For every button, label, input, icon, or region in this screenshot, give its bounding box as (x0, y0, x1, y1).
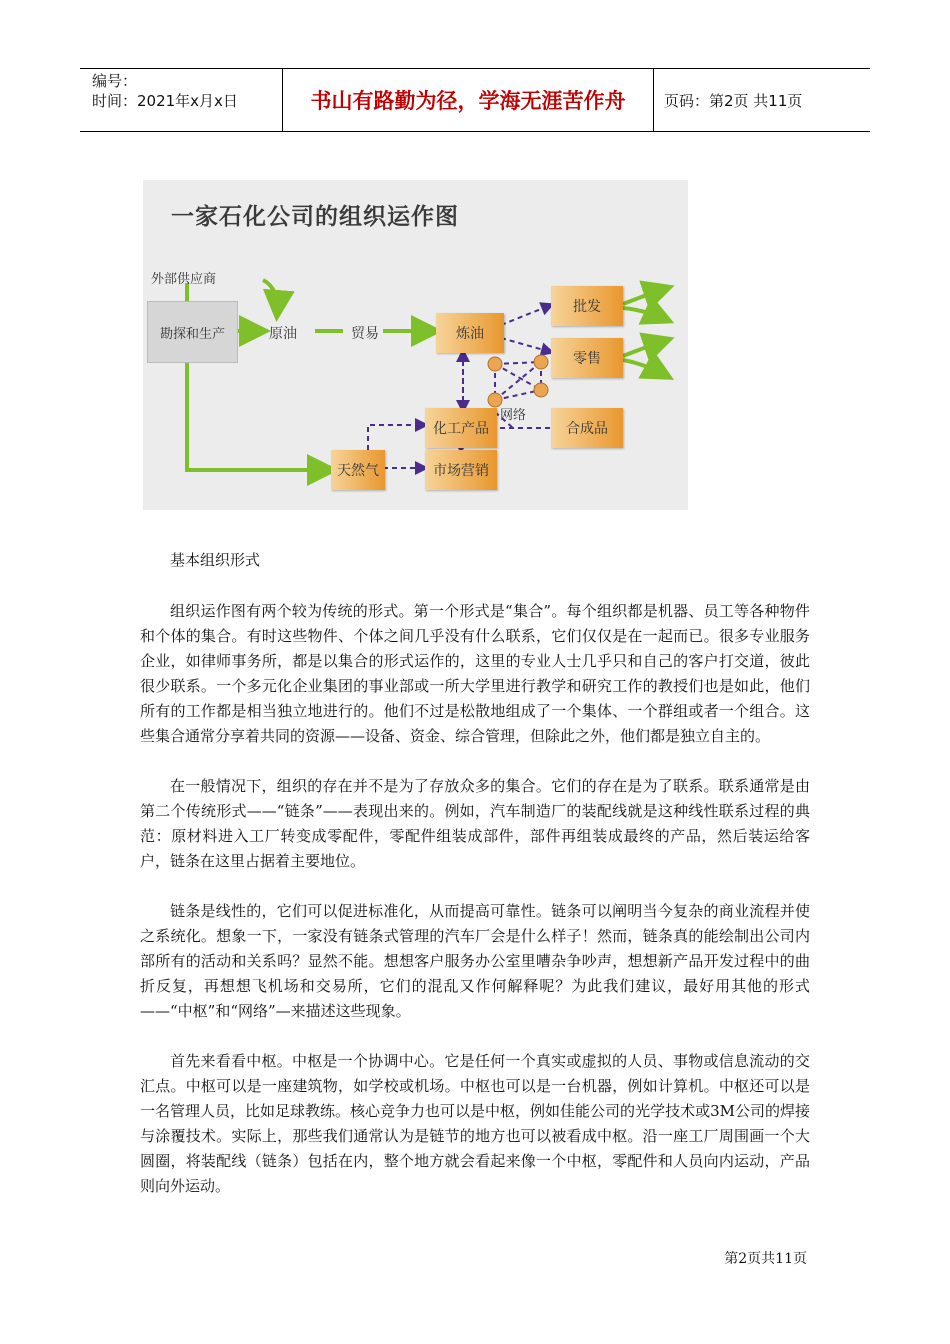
org-chart-figure (143, 180, 688, 510)
net-1 (495, 364, 541, 390)
supplier-label: 外部供应商 (151, 272, 217, 287)
supplier-arrow (263, 280, 277, 314)
document-number-label: 编号： (92, 72, 138, 90)
wholesale-out-1 (623, 288, 667, 304)
page-header (80, 68, 870, 132)
crude-label: 原油 (269, 326, 297, 342)
network-node (534, 355, 548, 369)
net-6 (495, 362, 541, 400)
exploration-box: 勘探和生产 (147, 301, 238, 363)
network-node (534, 383, 548, 397)
paragraph-1: 组织运作图有两个较为传统的形式。第一个形式是“集合”。每个组织都是机器、员工等各种物件和个体的集合。有时这些物件、个体之间几乎没有什么联系，它们仅仅是在一起而已。很多专业服务企业，如律师事务所，都是以集合的形式运作的，这里的专业人士几乎只和自己的客户打交道，彼此很少联系。一个多元化企业集团的事业部或一所大学里进行教学和研究工作的教授们也是如此，他们所有的工作都是相当独立地进行的。他们不过是松散地组成了一个集体、一个群组或者一个组合。这些集合通常分享着共同的资源——设备、资金、综合管理，但除此之外，他们都是独立自主的。 (140, 602, 810, 745)
gas-box: 天然气 (331, 450, 385, 490)
synthetics-box: 合成品 (551, 408, 623, 448)
chemicals-box: 化工产品 (425, 408, 497, 448)
refining-to-retail (501, 338, 551, 352)
retail-out-2 (623, 360, 667, 376)
refining-to-wholesale (501, 305, 551, 325)
header-motto: 书山有路勤为径，学海无涯苦作舟 (282, 69, 654, 131)
retail-out-1 (623, 340, 667, 356)
paragraph-3: 链条是线性的，它们可以促进标准化，从而提高可靠性。链条可以阐明当今复杂的商业流程并使之系统化。想象一下，一家没有链条式管理的汽车厂会是什么样子！然而，链条真的能绘制出公司内部所有的活动和关系吗？显然不能。想想客户服务办公室里嘈杂争吵声，想想新产品开发过程中的曲折反复，再想想飞机场和交易所，它们的混乱又作何解释呢？为此我们建议，最好用其他的形式——“中枢”和“网络”—来描述这些现象。 (140, 902, 810, 1020)
paragraph-2: 在一般情况下，组织的存在并不是为了存放众多的集合。它们的存在是为了联系。联系通常是由第二个传统形式——“链条”——表现出来的。例如，汽车制造厂的装配线就是这种线性联系过程的典范：原材料进入工厂转变成零配件，零配件组装成部件，部件再组装成最终的产品，然后装运给客户，链条在这里占据着主要地位。 (140, 777, 810, 870)
retail-box: 零售 (551, 338, 623, 378)
header-page-label: 页码：第2页 共11页 (664, 91, 803, 110)
wholesale-box: 批发 (551, 286, 623, 326)
refining-box: 炼油 (436, 313, 504, 353)
gas-to-chemicals (368, 425, 425, 450)
document-body (140, 548, 810, 1224)
network-label: 网络 (500, 408, 527, 423)
wholesale-out-2 (623, 308, 667, 320)
network-node (488, 357, 502, 371)
page-footer: 第2页共11页 (724, 1251, 807, 1267)
explore-to-gas-arrow (187, 361, 331, 470)
marketing-box: 市场营销 (425, 450, 497, 490)
document-time-label: 时间：2021年x月x日 (92, 92, 238, 110)
section-title: 基本组织形式 (170, 551, 261, 569)
figure-title: 一家石化公司的组织运作图 (171, 203, 459, 230)
header-left (80, 69, 282, 131)
paragraph-4: 首先来看看中枢。中枢是一个协调中心。它是任何一个真实或虚拟的人员、事物或信息流动的交汇点。中枢可以是一座建筑物，如学校或机场。中枢也可以是一台机器，例如计算机。中枢还可以是一名管理人员，比如足球教练。核心竞争力也可以是中枢，例如佳能公司的光学技术或3M公司的焊接与涂覆技术。实际上，那些我们通常认为是链节的地方也可以被看成中枢。沿一座工厂周围画一个大圆圈，将装配线（链条）包括在内，整个地方就会看起来像一个中枢，零配件和人员向内运动，产品则向外运动。 (140, 1052, 810, 1195)
trade-label: 贸易 (351, 326, 379, 342)
